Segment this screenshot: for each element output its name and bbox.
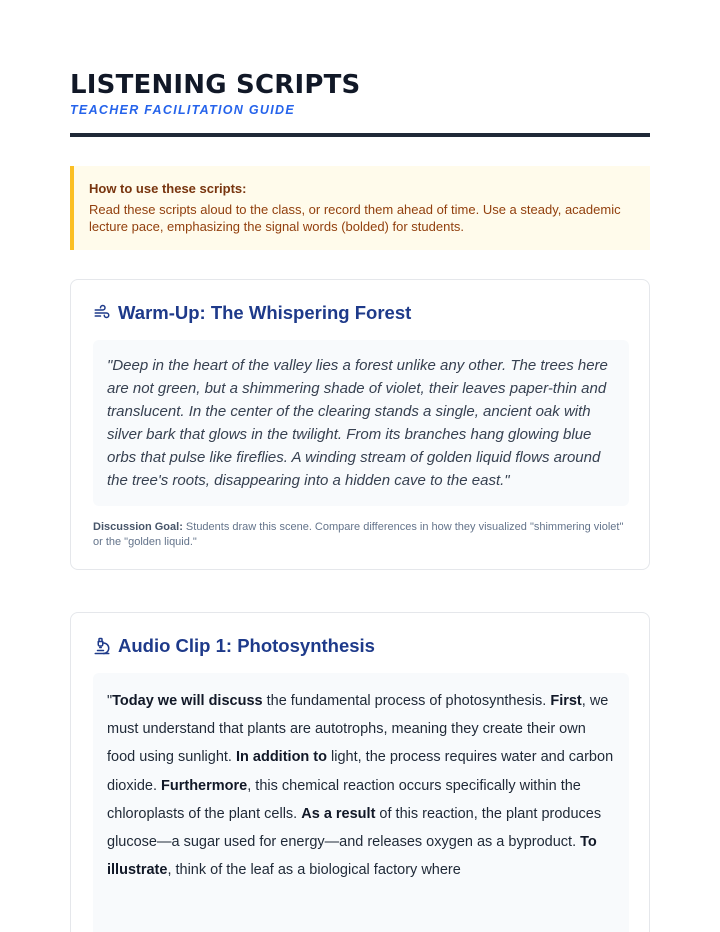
- discussion-goal: [93, 520, 629, 550]
- discussion-goal-label: Discussion Goal:: [93, 521, 183, 533]
- callout-body: Read these scripts aloud to the class, or record them ahead of time. Use a steady, academic lecture pace, emphasizing the signal words (bolded) for students.: [89, 202, 621, 234]
- page-subtitle: TEACHER FACILITATION GUIDE: [70, 103, 295, 117]
- warmup-card: [70, 279, 650, 570]
- audio-clip-script: [107, 687, 615, 884]
- discussion-goal-text: Students draw this scene. Compare differences in how they visualized "shimmering violet" or the "golden liquid.": [93, 521, 624, 548]
- script-segment: ": [107, 693, 113, 709]
- page-title: LISTENING SCRIPTS: [70, 70, 361, 100]
- script-segment: , we must understand that plants are autotrophs, meaning they create their own food using sunlight.: [107, 693, 609, 766]
- audio-clip-title: Audio Clip 1: Photosynthesis: [118, 635, 375, 656]
- warmup-quote-box: [93, 340, 629, 506]
- audio-clip-script-box: [93, 673, 629, 932]
- audio-clip-header: [93, 635, 375, 657]
- callout-heading: How to use these scripts:: [89, 181, 247, 196]
- signal-word: Furthermore: [161, 777, 248, 794]
- signal-word: In addition to: [235, 749, 327, 766]
- script-segment: of this reaction, the plant produces glucose—a sugar used for energy—and releases oxygen as a byproduct.: [107, 805, 602, 851]
- signal-word: To illustrate: [107, 834, 597, 879]
- signal-word: First: [550, 693, 582, 709]
- script-segment: the fundamental process of photosynthesis.: [262, 693, 551, 709]
- script-segment: , think of the leaf as a biological factory where: [167, 862, 461, 879]
- microscope-icon: [93, 637, 111, 655]
- warmup-header: [93, 302, 411, 324]
- script-segment: , this chemical reaction occurs specifically within the chloroplasts of the plant cells.: [107, 777, 581, 822]
- audio-clip-card: [70, 612, 650, 932]
- warmup-title: Warm-Up: The Whispering Forest: [118, 302, 412, 323]
- signal-word: Today we will discuss: [112, 693, 263, 709]
- warmup-quote: "Deep in the heart of the valley lies a forest unlike any other. The trees here are not green, but a shimmering shade of violet, their leaves paper-thin and translucent. In the center of the clearing stands a single, ancient oak with silver bark that glows in the twilight. From its branches hang glowing blue orbs that pulse like fireflies. A winding stream of golden liquid flows around the tree's roots, disappearing into a hidden cave to the east.": [107, 357, 608, 489]
- wind-icon: [93, 304, 111, 322]
- signal-word: As a result: [301, 805, 376, 822]
- script-segment: light, the process requires water and carbon dioxide.: [107, 749, 614, 794]
- instructions-callout: [70, 166, 650, 250]
- title-divider: [70, 133, 650, 137]
